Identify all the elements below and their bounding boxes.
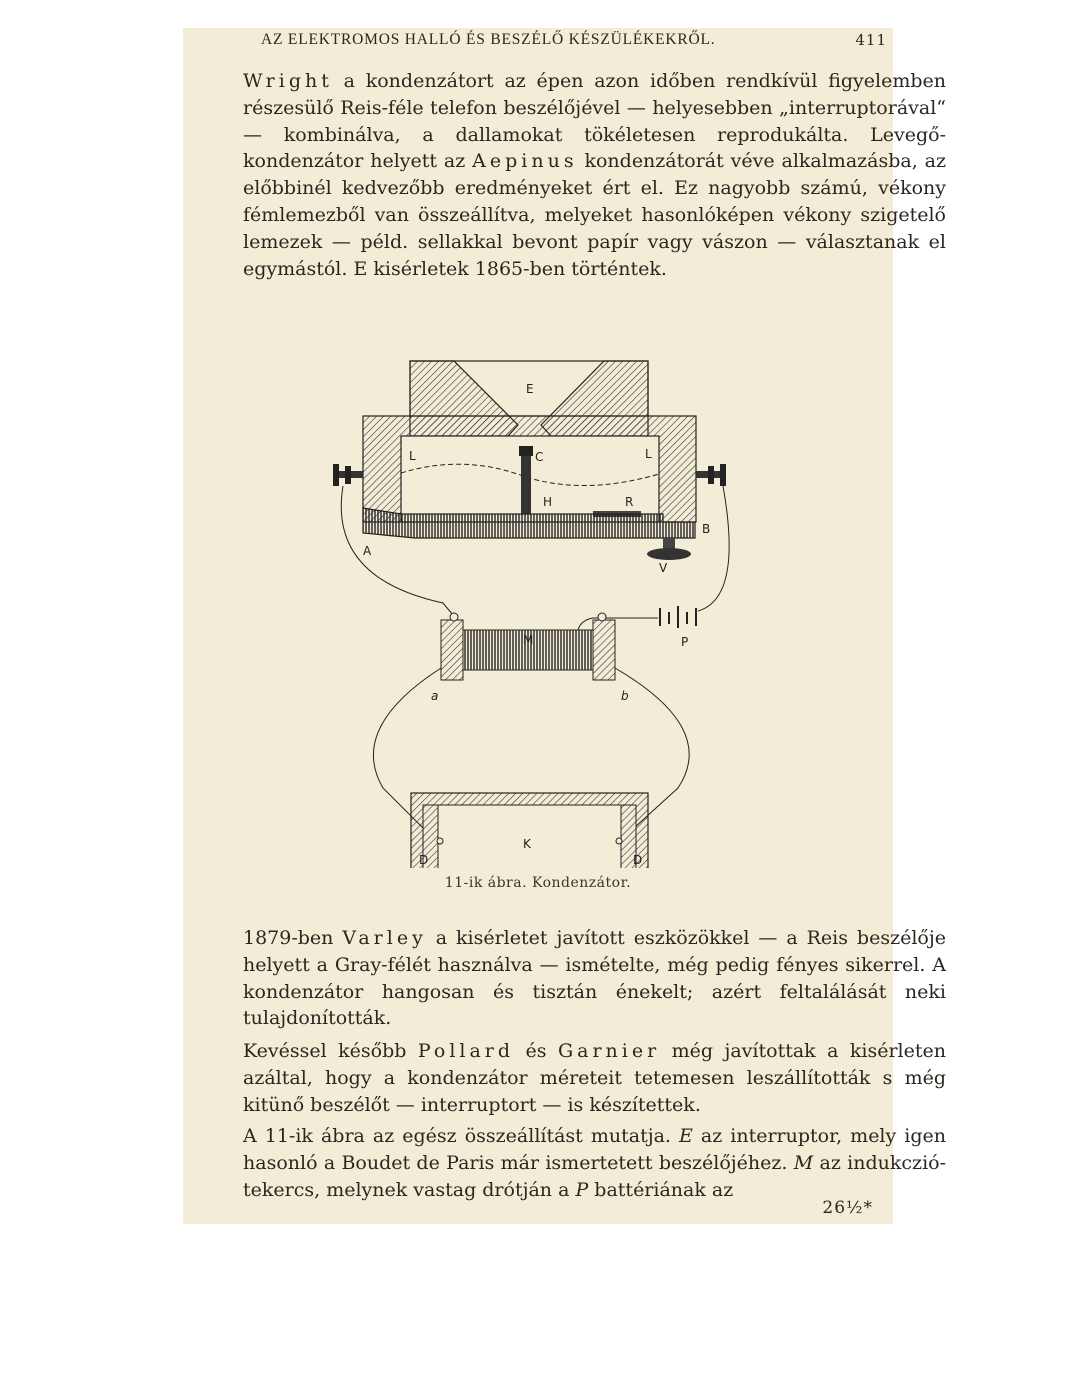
figure-condenser-diagram <box>323 328 743 868</box>
label-M: M <box>523 633 534 647</box>
label-e-italic: E <box>679 1125 693 1147</box>
label-R: R <box>625 495 634 509</box>
label-a: a <box>431 689 439 703</box>
paragraph-3-text-b: még javítottak a kisérleten azáltal, hogy a kondenzátor méreteit tetemesen leszállították s még kitünő beszélőt — interruptort — is készítettek. <box>243 1040 946 1116</box>
page-number: 411 <box>855 31 887 49</box>
running-head <box>183 31 893 55</box>
name-varley: Varley <box>342 927 427 949</box>
name-aepinus: Aepinus <box>472 150 578 173</box>
name-wright: Wright <box>243 70 333 92</box>
label-V: V <box>659 561 668 575</box>
paragraph-2-text-b: a kisérletet javított eszközökkel — a Reis beszélője helyett a Gray-félét használva — ismételte, még pedig fényes sikerrel. A kondenzátor hangosan és tisztán énekelt; azért feltalálását neki tulajdonították. <box>243 927 946 1030</box>
paragraph-1-text-a: a kondenzátort az épen azon időben rendkívül figyelemben részesülő Reis-féle telefon beszélőjével — helyesebben „interruptorával“ — kombinálva, a dallamokat tökéletesen reprodukálta. Levegő-kondenzátor helyett az <box>243 70 946 173</box>
adjusting-screw-knob <box>647 548 691 560</box>
paragraph-2-text-a: 1879-ben <box>243 927 343 949</box>
paragraph-2 <box>189 925 946 1032</box>
name-garnier: Garnier <box>557 1040 661 1062</box>
right-terminal <box>696 464 726 486</box>
label-L-left: L <box>409 449 416 463</box>
label-E: E <box>526 382 534 396</box>
wire-battery-to-coil <box>578 618 658 630</box>
wire-right-to-battery <box>698 486 729 611</box>
label-H: H <box>543 495 553 509</box>
paragraph-4-text-d: battériának az <box>588 1178 734 1201</box>
condenser-K <box>411 793 648 868</box>
label-D-left: D <box>419 853 429 867</box>
paragraph-3 <box>189 1038 946 1118</box>
label-B: B <box>702 522 711 536</box>
paragraph-3-text-a: Kevéssel később <box>243 1040 418 1062</box>
paragraph-1-text-b: kondenzátorát véve alkalmazásba, az előbbinél kedvezőbb eredményeket ért el. Ez nagyobb számú, vékony fémlemezből van összeállítva, melyeket hasonlóképen vékony szigetelő lemezek — péld. sellakkal bevont papír vagy vászon — választanak el egymástól. E kisérletek 1865-ben történtek. <box>243 150 946 280</box>
paragraph-1 <box>189 68 946 282</box>
left-terminal <box>333 464 363 486</box>
figure-caption: 11-ik ábra. Kondenzátor. <box>444 875 632 891</box>
running-title: AZ ELEKTROMOS HALLÓ ÉS BESZÉLŐ KÉSZÜLÉKEKRŐL. <box>261 31 716 48</box>
paragraph-4-text-b: az interruptor, mely igen hasonló a Boudet de Paris már ismertetett beszélőjéhez. <box>243 1125 947 1174</box>
label-m-italic: M <box>793 1151 814 1174</box>
contact-cap <box>519 446 533 456</box>
label-P: P <box>681 635 689 649</box>
label-L-right: L <box>645 447 652 461</box>
label-K: K <box>523 837 531 851</box>
label-A: A <box>363 544 372 558</box>
paragraph-4-text-a: A 11-ik ábra az egész összeállítást mutatja. <box>243 1125 679 1147</box>
book-page <box>183 28 947 1224</box>
battery-P <box>660 606 696 628</box>
label-b: b <box>621 689 629 703</box>
label-C: C <box>535 450 544 464</box>
condenser-diagram <box>323 328 743 868</box>
name-pollard: Pollard <box>417 1040 515 1062</box>
signature-mark: 26½* <box>822 1198 873 1218</box>
contact-post <box>521 450 531 514</box>
paragraph-3-text-and: és <box>514 1040 558 1062</box>
paragraph-4-text-c: az indukczió-tekercs, melynek vastag drótján a <box>243 1151 946 1201</box>
label-p-italic: P <box>575 1178 589 1201</box>
label-D-right: D <box>633 853 643 867</box>
paragraph-4 <box>189 1123 946 1203</box>
